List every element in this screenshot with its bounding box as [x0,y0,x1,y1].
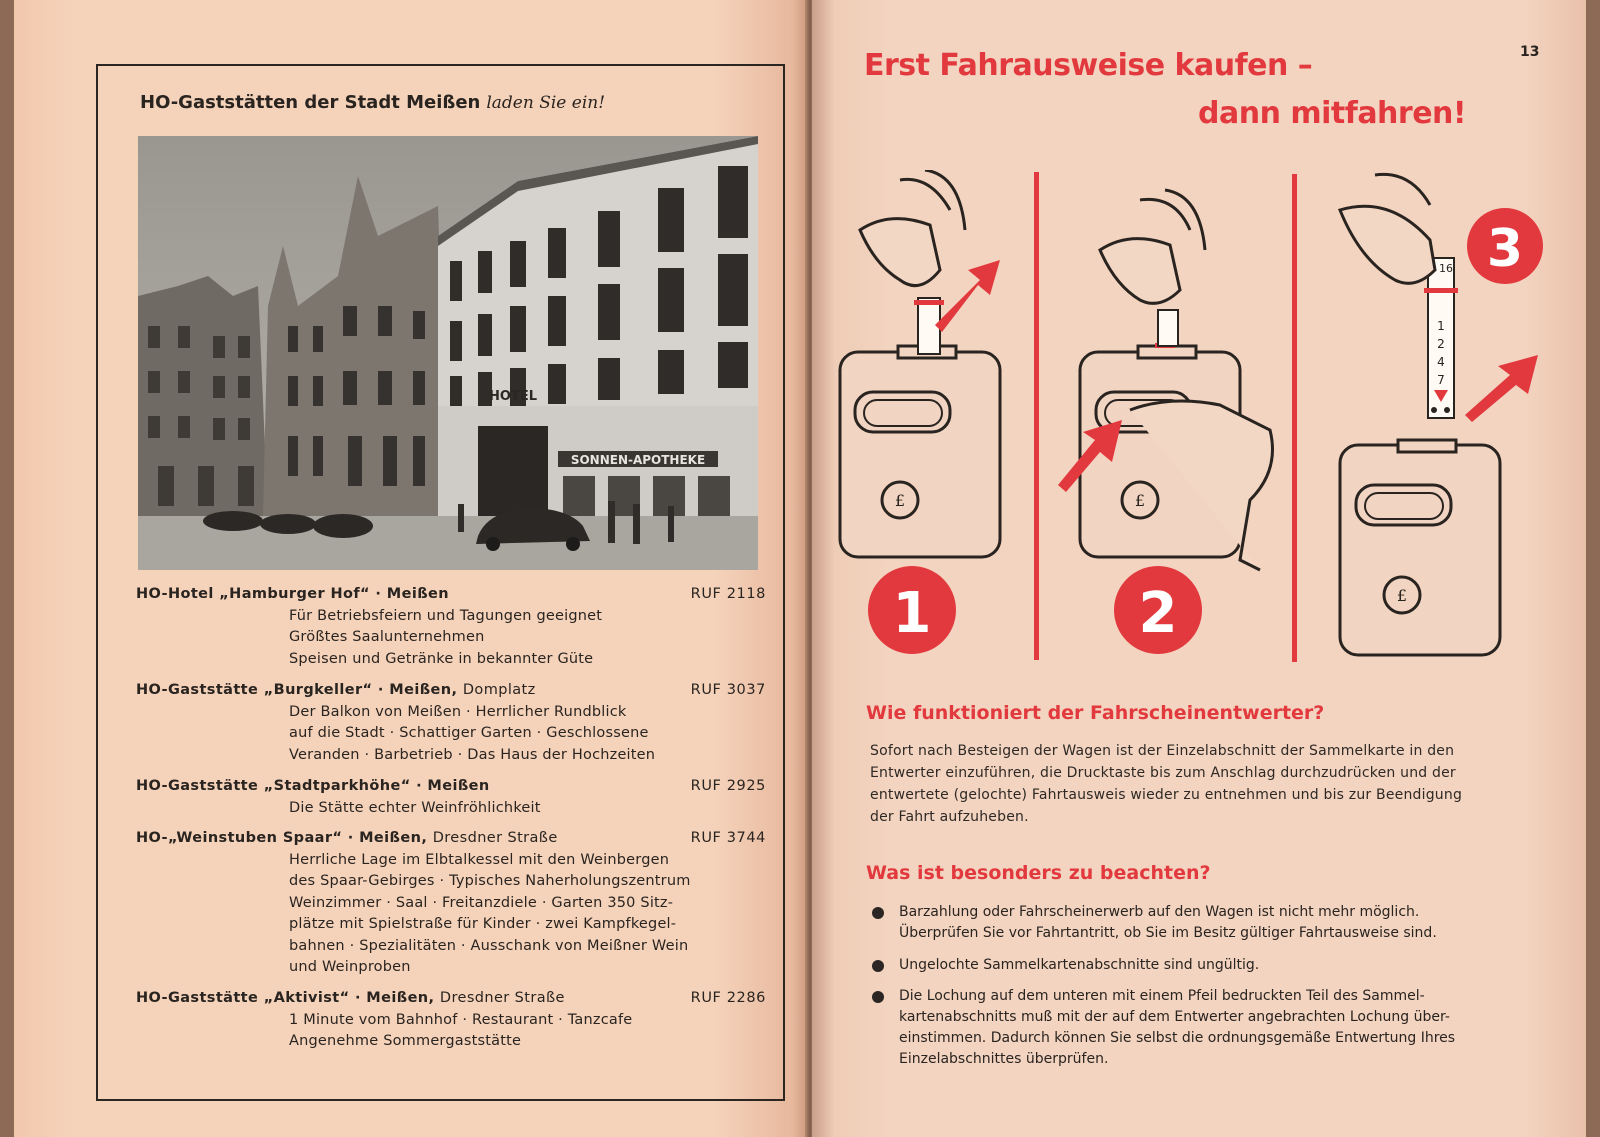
entry-line: Die Stätte echter Weinfröhlichkeit [289,799,541,816]
restaurant-entry-stadtparkhoehe [136,776,766,819]
entry-name [136,776,490,798]
entry-line: des Spaar-Gebirges · Typisches Naherholungszentrum [289,873,691,889]
note-bullet [872,986,1492,1070]
right-page [812,0,1586,1137]
paragraph-line: Entwerter einzuführen, die Drucktaste bis zum Anschlag durchzudrücken und der [870,765,1456,781]
entry-address: Dresdner Straße [439,990,565,1006]
note-bullet [872,902,1492,944]
ticket-top-number: 16 [1439,262,1453,275]
entry-line: plätze mit Spielstraße für Kinder · zwei Kampfkegel- [289,916,677,932]
ad-title-text: HO-Gaststätten der Stadt Meißen [140,92,481,113]
bullet-line: Barzahlung oder Fahrscheinerwerb auf den Wagen ist nicht mehr möglich. [899,904,1420,920]
left-page [14,0,809,1137]
hand-icon [1100,239,1180,304]
entry-name [136,828,558,850]
headline-line-1: Erst Fahrausweise kaufen – [864,48,1313,83]
ticket-number: 1 [1437,319,1445,333]
svg-text:£: £ [1396,586,1408,605]
ticket-number: 2 [1437,337,1445,351]
arrow-icon [1465,355,1538,422]
entry-line: 1 Minute vom Bahnhof · Restaurant · Tanzcafe [289,1011,633,1028]
entry-phone: RUF 2925 [690,778,766,794]
entry-name [136,584,449,606]
section-title-notes: Was ist besonders zu beachten? [866,862,1211,884]
ticket-number: 4 [1437,355,1445,369]
bullet-line: kartenabschnitts muß mit der auf dem Entwerter angebrachten Lochung über- [899,1009,1450,1025]
entry-description [289,850,709,979]
paragraph-line: Sofort nach Besteigen der Wagen ist der Einzelabschnitt der Sammelkarte in den [870,743,1455,759]
entry-description [289,606,709,671]
note-bullet [872,955,1492,976]
ad-title [140,92,605,113]
bullet-icon [872,991,884,1003]
entry-line: Der Balkon von Meißen · Herrlicher Rundblick [289,703,627,720]
step-number: 3 [1486,219,1524,279]
entry-line: bahnen · Spezialitäten · Ausschank von Meißner Wein [289,937,689,954]
hand-icon [860,219,940,286]
entry-line: Weinzimmer · Saal · Freitanzdiele · Garten 350 Sitz- [289,894,674,911]
entry-address: Dresdner Straße [432,830,558,846]
paragraph-line: entwertete (gelochte) Fahrtausweis wieder zu entnehmen und bis zur Beendigung [870,787,1463,803]
step-divider [1292,174,1297,662]
restaurant-entry-aktivist [136,988,766,1053]
entry-line: Veranden · Barbetrieb · Das Haus der Hochzeiten [289,746,656,763]
section-how-validator-works-text [870,740,1482,828]
entry-phone: RUF 3744 [690,830,766,846]
bullet-icon [872,960,884,972]
hotel-photo [138,136,758,570]
section-title-how-validator-works: Wie funktioniert der Fahrscheinentwerter? [866,702,1325,724]
hotel-photo-illustration [138,136,758,570]
ticket-number: 7 [1437,373,1445,387]
photo-pharmacy-sign: SONNEN-APOTHEKE [570,453,706,467]
entry-line: auf die Stadt · Schattiger Garten · Geschlossene [289,725,649,741]
step-3-panel [1340,174,1543,655]
svg-text:£: £ [1134,491,1146,510]
entry-name-text: HO-Gaststätte „Aktivist“ · Meißen, [136,990,435,1006]
entry-description [289,1010,709,1053]
entry-line: Angenehme Sommergaststätte [289,1033,522,1049]
entry-address: Domplatz [462,682,536,698]
step-number: 2 [1138,581,1178,646]
entry-description [289,798,709,820]
restaurant-entry-burgkeller [136,680,766,766]
step-number: 1 [892,581,932,646]
restaurant-entry-weinstuben-spaar [136,828,766,979]
bullet-line: Einzelabschnittes überprüfen. [899,1051,1109,1067]
entry-line: Herrliche Lage im Elbtalkessel mit den Weinbergen [289,851,670,868]
entry-name-text: HO-Hotel „Hamburger Hof“ · Meißen [136,586,450,602]
restaurant-entry-hamburger-hof [136,584,766,670]
bullet-icon [872,907,884,919]
bullet-line: Die Lochung auf dem unteren mit einem Pfeil bedruckten Teil des Sammel- [899,988,1425,1004]
ticket [1158,310,1178,346]
entry-name-text: HO-„Weinstuben Spaar“ · Meißen, [136,830,428,846]
bullet-line: Überprüfen Sie vor Fahrtantritt, ob Sie im Besitz gültiger Fahrtausweise sind. [899,925,1437,941]
entry-name-text: HO-Gaststätte „Stadtparkhöhe“ · Meißen [136,778,490,794]
validator-box [1340,445,1500,655]
hand-icon [1340,206,1435,283]
entry-line: Größtes Saalunternehmen [289,629,485,645]
bullet-line: Ungelochte Sammelkartenabschnitte sind ungültig. [899,957,1260,973]
step-2-panel [1058,190,1273,654]
step-1-panel [840,170,1000,654]
entry-line: und Weinproben [289,959,411,975]
ticket-validator-illustration [830,170,1550,670]
entry-name [136,680,536,702]
ad-title-script: laden Sie ein! [486,93,606,113]
step-divider [1034,172,1039,660]
advertisement-frame [96,64,785,1101]
entry-description [289,702,709,767]
entry-name-text: HO-Gaststätte „Burgkeller“ · Meißen, [136,682,458,698]
entry-name [136,988,565,1010]
bullet-line: einstimmen. Dadurch können Sie selbst die ordnungsgemäße Entwertung Ihres [899,1030,1456,1046]
validator-box [840,352,1000,557]
entry-phone: RUF 2286 [690,990,766,1006]
entry-line: Speisen und Getränke in bekannter Güte [289,650,594,667]
headline-line-2: dann mitfahren! [1198,96,1467,131]
entry-line: Für Betriebsfeiern und Tagungen geeignet [289,607,603,624]
arrow-icon [935,260,1000,332]
svg-text:£: £ [894,491,906,510]
entry-phone: RUF 2118 [690,586,766,602]
paragraph-line: der Fahrt aufzuheben. [870,809,1029,825]
entry-phone: RUF 3037 [690,682,766,698]
photo-hotel-sign: HOTEL [489,389,537,404]
page-number: 13 [1520,44,1540,60]
